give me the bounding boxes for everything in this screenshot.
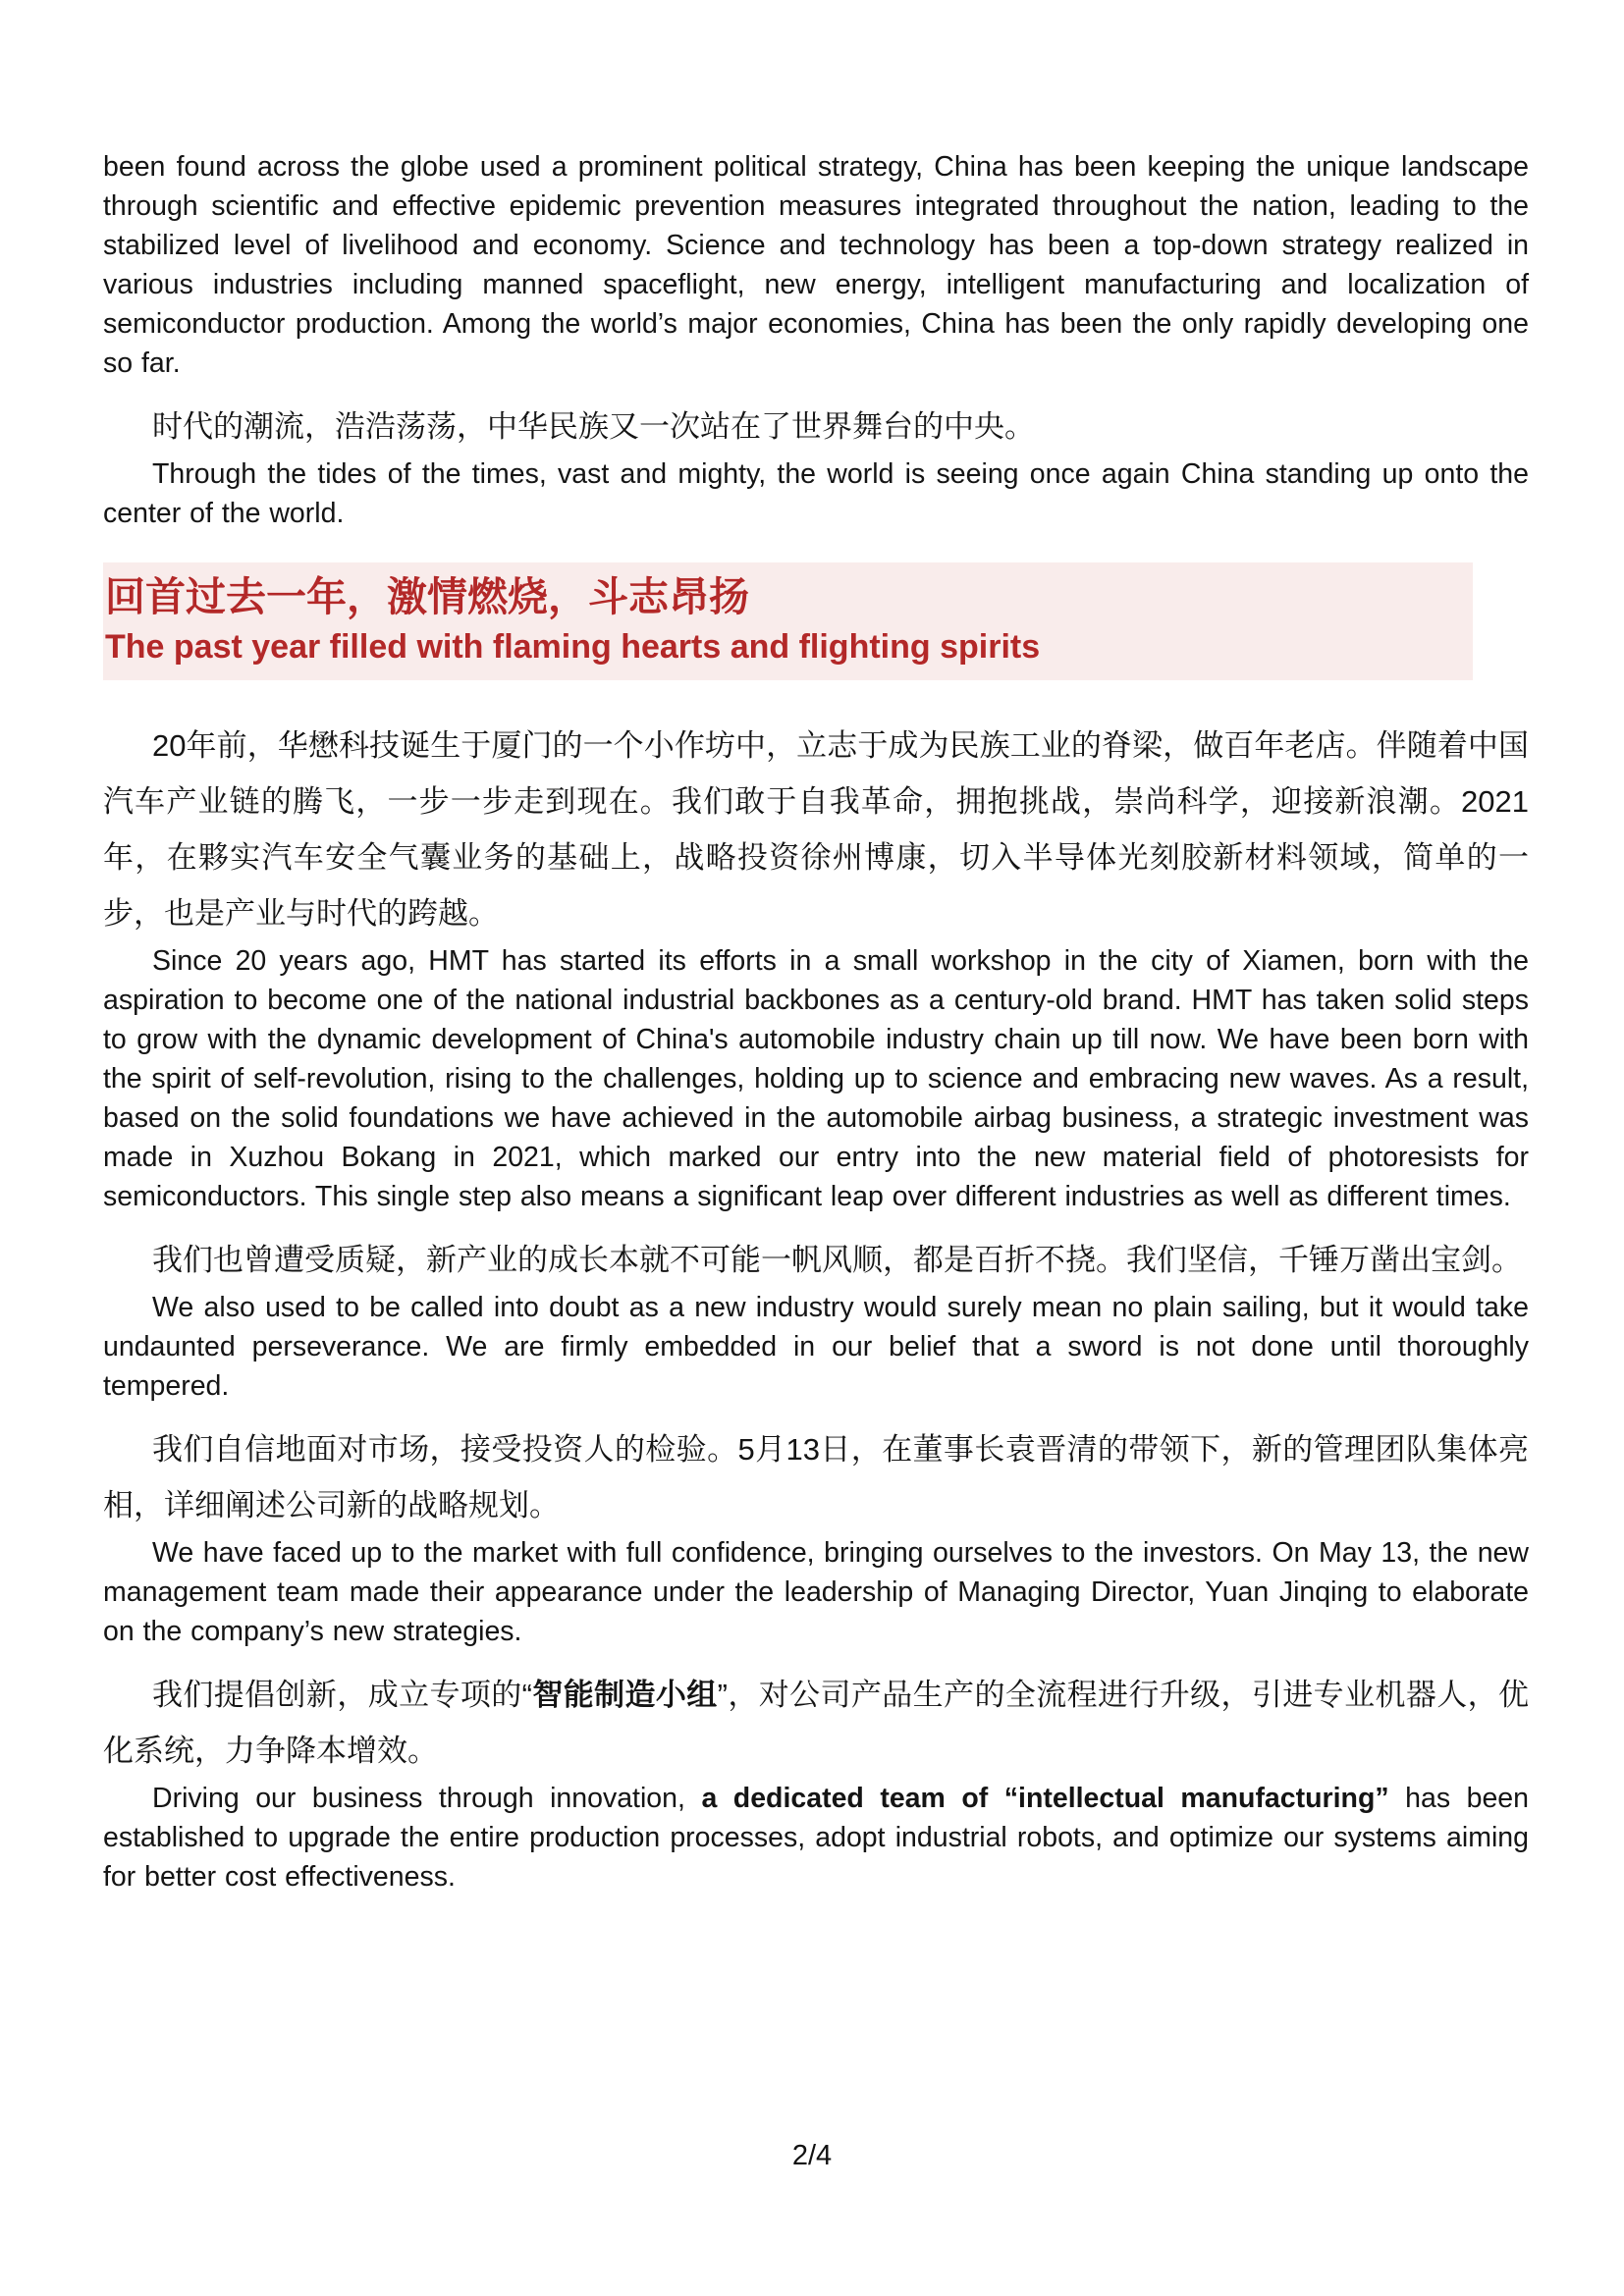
paragraph-en	[103, 1533, 1529, 1651]
section-heading	[103, 562, 1473, 680]
text-segment: Since 20 years ago, HMT has started its efforts in a small workshop in the city of Xiamen, born with the aspiration to become one of the national industrial backbones as a century-old brand. HMT has taken solid steps to grow with the dynamic development of China's automobile industry chain up till now. We have been born with the spirit of self-revolution, rising to the challenges, holding up to science and embracing new waves. As a result, based on the solid foundations we have achieved in the automobile airbag business, a strategic investment was made in Xuzhou Bokang in 2021, which marked our entry into the new material field of photoresists for semiconductors. This single step also means a significant leap over different industries as well as different times.	[103, 945, 1529, 1212]
document-body	[103, 147, 1529, 1896]
paragraph-en	[103, 1288, 1529, 1406]
bold-text-segment: a dedicated team of “intellectual manufacturing”	[701, 1783, 1389, 1814]
text-segment: Through the tides of the times, vast and mighty, the world is seeing once again China standing up onto the center of the world.	[103, 458, 1529, 529]
text-segment: 20年前，华懋科技诞生于厦门的一个小作坊中，立志于成为民族工业的脊梁，做百年老店。伴随着中国汽车产业链的腾飞，一步一步走到现在。我们敢于自我革命，拥抱挑战，崇尚科学，迎接新浪潮。2021年，在夥实汽车安全气囊业务的基础上，战略投资徐州博康，切入半导体光刻胶新材料领域，简单的一步，也是产业与时代的跨越。	[103, 728, 1529, 931]
text-segment: We have faced up to the market with full confidence, bringing ourselves to the investors. On May 13, the new management team made their appearance under the leadership of Managing Director, Yuan Jinqing to elaborate on the company’s new strategies.	[103, 1537, 1529, 1647]
paragraph-zh	[103, 1232, 1529, 1288]
paragraph-en	[103, 454, 1529, 533]
text-segment: We also used to be called into doubt as a new industry would surely mean no plain sailing, but it would take undaunted perseverance. We are firmly embedded in our belief that a sword is not done until thoroughly tempered.	[103, 1292, 1529, 1402]
text-segment: 我们也曾遭受质疑，新产业的成长本就不可能一帆风顺，都是百折不挠。我们坚信，千锤万凿出宝剑。	[152, 1243, 1522, 1277]
text-segment: been found across the globe used a prominent political strategy, China has been keeping the unique landscape through scientific and effective epidemic prevention measures integrated throughout the nation, leading to the stabilized level of livelihood and economy. Science and technology has been a top-down strategy realized in various industries including manned spaceflight, new energy, intelligent manufacturing and localization of semiconductor production. Among the world’s major economies, China has been the only rapidly developing one so far.	[103, 151, 1529, 379]
paragraph-en	[103, 147, 1529, 383]
paragraph-zh	[103, 1421, 1529, 1533]
section-heading-zh: 回首过去一年，激情燃烧，斗志昂扬	[105, 574, 749, 619]
text-segment: has been established to upgrade the entire production processes, adopt industrial robots, and optimize our systems aiming for better cost effectiveness.	[103, 1783, 1529, 1893]
paragraph-en	[103, 941, 1529, 1216]
page-number: 2/4	[791, 2140, 833, 2171]
text-segment: 我们提倡创新，成立专项的“	[152, 1678, 532, 1712]
text-segment: 我们自信地面对市场，接受投资人的检验。5月13日，在董事长袁晋清的带领下，新的管理团队集体亮相，详细阐述公司新的战略规划。	[103, 1432, 1529, 1522]
paragraph-zh	[103, 1667, 1529, 1779]
paragraph-en	[103, 1779, 1529, 1896]
intro-section	[103, 147, 1529, 533]
text-segment: Driving our business through innovation,	[152, 1783, 702, 1814]
section-heading-en: The past year filled with flaming hearts and flighting spirits	[105, 628, 1041, 666]
text-segment: 时代的潮流，浩浩荡荡，中华民族又一次站在了世界舞台的中央。	[152, 409, 1035, 444]
bold-text-segment: 智能制造小组	[531, 1678, 718, 1712]
paragraph-zh	[103, 718, 1529, 941]
main-section	[103, 718, 1529, 1896]
text-segment: ”，对公司产品生产的全流程进行升级，引进专业机器人，优化系统，力争降本增效。	[103, 1678, 1529, 1768]
paragraph-zh	[103, 399, 1529, 454]
